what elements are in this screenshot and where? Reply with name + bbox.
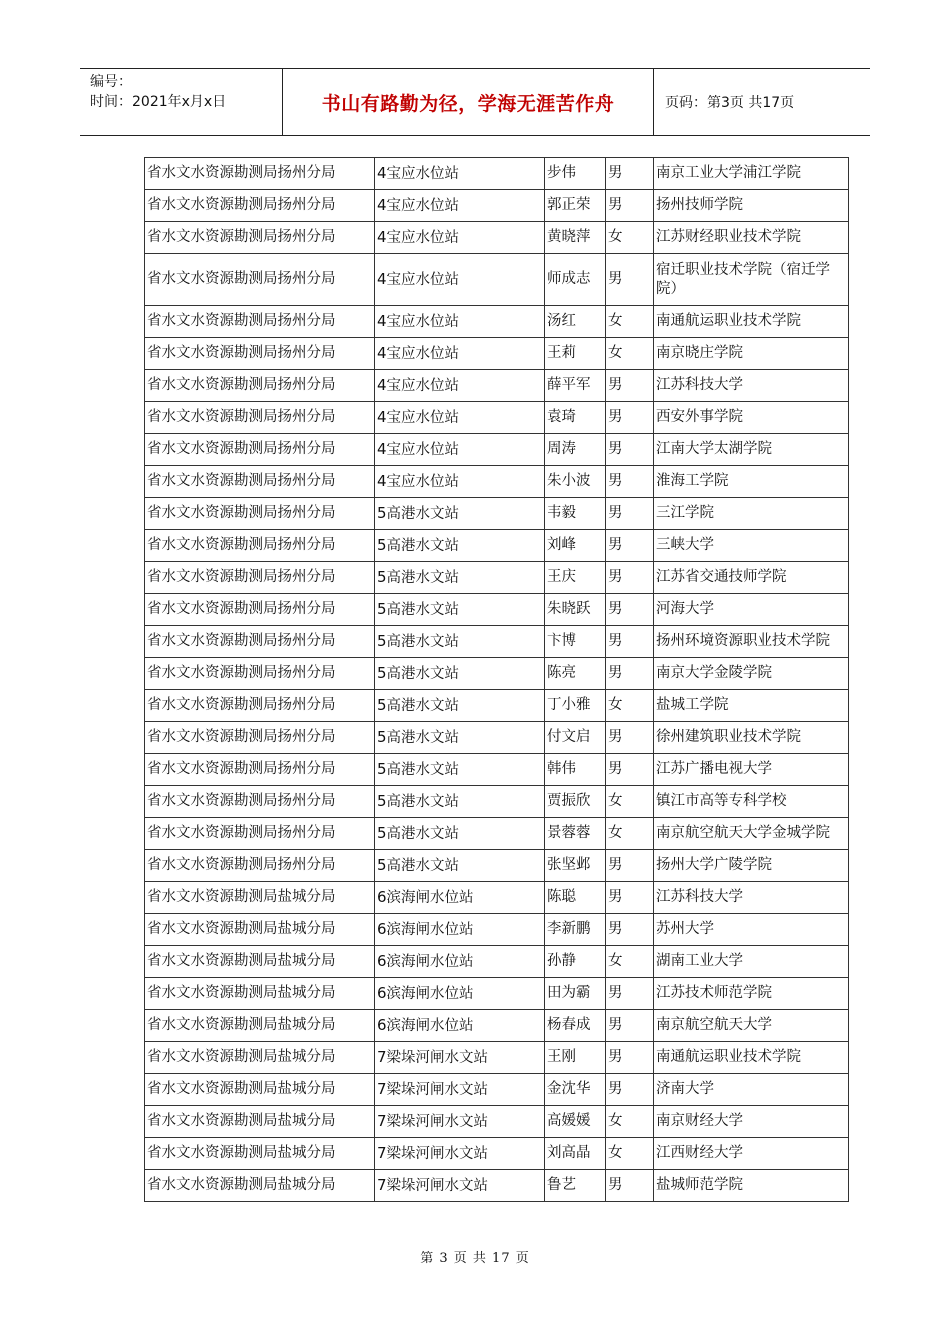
gender-cell: 男 [606,882,654,914]
station-name: 高港水文站 [386,569,460,586]
station-number: 4 [377,269,387,288]
org-cell: 省水文水资源勘测局盐城分局 [145,882,375,914]
station-cell [375,594,545,626]
name-cell: 景蓉蓉 [545,818,606,850]
name-cell: 丁小雅 [545,690,606,722]
org-cell: 省水文水资源勘测局扬州分局 [145,818,375,850]
station-cell [375,1042,545,1074]
station-name: 宝应水位站 [386,229,460,246]
gender-cell: 男 [606,1010,654,1042]
gender-cell: 男 [606,158,654,190]
station-cell [375,882,545,914]
name-cell: 郭正荣 [545,190,606,222]
station-cell [375,914,545,946]
station-cell [375,786,545,818]
table-row [145,914,849,946]
station-name: 梁垛河闸水文站 [386,1081,489,1098]
name-cell: 李新鹏 [545,914,606,946]
station-number: 5 [377,503,387,522]
station-number: 4 [377,195,387,214]
station-number: 6 [377,983,387,1002]
org-cell: 省水文水资源勘测局盐城分局 [145,1042,375,1074]
station-name: 高港水文站 [386,537,460,554]
school-cell: 江苏科技大学 [654,882,849,914]
station-name: 高港水文站 [386,505,460,522]
station-name: 滨海闸水位站 [386,889,474,906]
station-name: 高港水文站 [386,633,460,650]
name-cell: 陈聪 [545,882,606,914]
table-row [145,530,849,562]
station-number: 6 [377,1015,387,1034]
gender-cell: 男 [606,370,654,402]
gender-cell: 男 [606,1042,654,1074]
station-cell [375,1074,545,1106]
school-cell: 淮海工学院 [654,466,849,498]
roster-table-body [145,158,849,1202]
gender-cell: 女 [606,338,654,370]
gender-cell: 男 [606,190,654,222]
school-cell: 江西财经大学 [654,1138,849,1170]
station-name: 梁垛河闸水文站 [386,1145,489,1162]
station-name: 梁垛河闸水文站 [386,1177,489,1194]
school-cell: 盐城工学院 [654,690,849,722]
table-row [145,978,849,1010]
table-row [145,722,849,754]
name-cell: 刘峰 [545,530,606,562]
org-cell: 省水文水资源勘测局扬州分局 [145,690,375,722]
table-row [145,562,849,594]
school-cell: 南京晓庄学院 [654,338,849,370]
station-cell [375,254,545,306]
header-divider [653,69,654,135]
station-cell [375,722,545,754]
org-cell: 省水文水资源勘测局扬州分局 [145,786,375,818]
table-row [145,1138,849,1170]
table-row [145,1010,849,1042]
station-number: 4 [377,407,387,426]
table-row [145,786,849,818]
school-cell: 镇江市高等专科学校 [654,786,849,818]
school-cell: 三江学院 [654,498,849,530]
table-row [145,466,849,498]
org-cell: 省水文水资源勘测局盐城分局 [145,1010,375,1042]
school-cell: 江苏省交通技师学院 [654,562,849,594]
station-number: 4 [377,439,387,458]
name-cell: 王庆 [545,562,606,594]
station-number: 5 [377,535,387,554]
table-row [145,626,849,658]
name-cell: 汤红 [545,306,606,338]
org-cell: 省水文水资源勘测局扬州分局 [145,658,375,690]
gender-cell: 男 [606,754,654,786]
station-name: 滨海闸水位站 [386,953,474,970]
org-cell: 省水文水资源勘测局盐城分局 [145,1170,375,1202]
station-number: 5 [377,727,387,746]
station-cell [375,946,545,978]
school-cell: 江苏财经职业技术学院 [654,222,849,254]
station-number: 6 [377,919,387,938]
station-cell [375,338,545,370]
table-row [145,498,849,530]
table-row [145,254,849,306]
gender-cell: 男 [606,1074,654,1106]
station-number: 7 [377,1047,387,1066]
header-page-number: 页码：第3页 共17页 [665,95,795,111]
station-number: 4 [377,471,387,490]
name-cell: 王莉 [545,338,606,370]
name-cell: 韦毅 [545,498,606,530]
station-cell [375,562,545,594]
org-cell: 省水文水资源勘测局扬州分局 [145,306,375,338]
name-cell: 步伟 [545,158,606,190]
name-cell: 黄晓萍 [545,222,606,254]
station-cell [375,402,545,434]
station-cell [375,1010,545,1042]
gender-cell: 男 [606,594,654,626]
name-cell: 刘高晶 [545,1138,606,1170]
station-name: 滨海闸水位站 [386,985,474,1002]
org-cell: 省水文水资源勘测局盐城分局 [145,1074,375,1106]
org-cell: 省水文水资源勘测局扬州分局 [145,254,375,306]
gender-cell: 男 [606,978,654,1010]
gender-cell: 女 [606,690,654,722]
station-name: 高港水文站 [386,665,460,682]
org-cell: 省水文水资源勘测局扬州分局 [145,402,375,434]
school-cell: 湖南工业大学 [654,946,849,978]
page-header [80,68,870,136]
table-row [145,370,849,402]
station-name: 宝应水位站 [386,197,460,214]
org-cell: 省水文水资源勘测局盐城分局 [145,1106,375,1138]
school-cell: 南京大学金陵学院 [654,658,849,690]
station-number: 5 [377,599,387,618]
org-cell: 省水文水资源勘测局扬州分局 [145,466,375,498]
station-name: 宝应水位站 [386,345,460,362]
gender-cell: 女 [606,306,654,338]
school-cell: 盐城师范学院 [654,1170,849,1202]
school-cell: 江苏科技大学 [654,370,849,402]
station-name: 梁垛河闸水文站 [386,1113,489,1130]
station-cell [375,818,545,850]
station-cell [375,754,545,786]
station-cell [375,1138,545,1170]
name-cell: 袁琦 [545,402,606,434]
name-cell: 卞博 [545,626,606,658]
table-row [145,1170,849,1202]
station-number: 7 [377,1143,387,1162]
station-cell [375,434,545,466]
org-cell: 省水文水资源勘测局盐城分局 [145,946,375,978]
station-cell [375,466,545,498]
station-name: 滨海闸水位站 [386,1017,474,1034]
school-cell: 南通航运职业技术学院 [654,306,849,338]
org-cell: 省水文水资源勘测局盐城分局 [145,914,375,946]
school-cell: 江苏技术师范学院 [654,978,849,1010]
table-row [145,338,849,370]
station-number: 4 [377,163,387,182]
org-cell: 省水文水资源勘测局扬州分局 [145,158,375,190]
station-name: 滨海闸水位站 [386,921,474,938]
table-row [145,402,849,434]
name-cell: 薛平军 [545,370,606,402]
station-number: 6 [377,951,387,970]
station-cell [375,850,545,882]
table-row [145,594,849,626]
station-number: 5 [377,791,387,810]
school-cell: 西安外事学院 [654,402,849,434]
station-name: 高港水文站 [386,761,460,778]
name-cell: 金沈华 [545,1074,606,1106]
school-cell: 济南大学 [654,1074,849,1106]
station-cell [375,158,545,190]
school-cell: 南京工业大学浦江学院 [654,158,849,190]
gender-cell: 男 [606,402,654,434]
name-cell: 贾振欣 [545,786,606,818]
station-number: 5 [377,695,387,714]
station-number: 5 [377,567,387,586]
station-cell [375,222,545,254]
station-number: 5 [377,823,387,842]
station-name: 宝应水位站 [386,473,460,490]
gender-cell: 男 [606,850,654,882]
name-cell: 周涛 [545,434,606,466]
gender-cell: 男 [606,626,654,658]
org-cell: 省水文水资源勘测局盐城分局 [145,978,375,1010]
name-cell: 朱晓跃 [545,594,606,626]
org-cell: 省水文水资源勘测局扬州分局 [145,190,375,222]
name-cell: 韩伟 [545,754,606,786]
table-row [145,1074,849,1106]
station-cell [375,1170,545,1202]
station-number: 5 [377,631,387,650]
station-name: 高港水文站 [386,601,460,618]
table-row [145,158,849,190]
station-name: 高港水文站 [386,729,460,746]
gender-cell: 男 [606,254,654,306]
station-cell [375,1106,545,1138]
gender-cell: 男 [606,466,654,498]
station-number: 4 [377,343,387,362]
school-cell: 扬州大学广陵学院 [654,850,849,882]
org-cell: 省水文水资源勘测局扬州分局 [145,370,375,402]
name-cell: 王刚 [545,1042,606,1074]
page-footer: 第 3 页 共 17 页 [420,1251,530,1266]
table-row [145,306,849,338]
table-row [145,946,849,978]
org-cell: 省水文水资源勘测局扬州分局 [145,222,375,254]
gender-cell: 男 [606,498,654,530]
station-name: 宝应水位站 [386,271,460,288]
org-cell: 省水文水资源勘测局扬州分局 [145,850,375,882]
name-cell: 孙静 [545,946,606,978]
name-cell: 鲁艺 [545,1170,606,1202]
header-meta [90,72,286,112]
date-label: 时间：2021年x月x日 [90,94,227,110]
roster-table [144,157,849,1202]
station-name: 高港水文站 [386,825,460,842]
table-row [145,850,849,882]
station-name: 宝应水位站 [386,441,460,458]
station-name: 宝应水位站 [386,409,460,426]
gender-cell: 男 [606,562,654,594]
name-cell: 陈亮 [545,658,606,690]
org-cell: 省水文水资源勘测局扬州分局 [145,754,375,786]
name-cell: 师成志 [545,254,606,306]
gender-cell: 女 [606,222,654,254]
school-cell: 南京航空航天大学金城学院 [654,818,849,850]
station-cell [375,190,545,222]
school-cell: 南通航运职业技术学院 [654,1042,849,1074]
station-name: 宝应水位站 [386,313,460,330]
station-name: 高港水文站 [386,793,460,810]
table-row [145,190,849,222]
station-number: 5 [377,663,387,682]
station-number: 5 [377,855,387,874]
station-number: 5 [377,759,387,778]
school-cell: 河海大学 [654,594,849,626]
station-cell [375,978,545,1010]
gender-cell: 女 [606,1138,654,1170]
school-cell: 扬州环境资源职业技术学院 [654,626,849,658]
table-row [145,1106,849,1138]
org-cell: 省水文水资源勘测局扬州分局 [145,530,375,562]
station-number: 4 [377,227,387,246]
org-cell: 省水文水资源勘测局扬州分局 [145,594,375,626]
school-cell: 扬州技师学院 [654,190,849,222]
gender-cell: 男 [606,722,654,754]
gender-cell: 男 [606,434,654,466]
school-cell: 南京财经大学 [654,1106,849,1138]
station-number: 4 [377,311,387,330]
org-cell: 省水文水资源勘测局扬州分局 [145,562,375,594]
name-cell: 杨春成 [545,1010,606,1042]
station-cell [375,498,545,530]
station-cell [375,658,545,690]
station-name: 高港水文站 [386,697,460,714]
org-cell: 省水文水资源勘测局盐城分局 [145,1138,375,1170]
table-row [145,434,849,466]
name-cell: 付文启 [545,722,606,754]
org-cell: 省水文水资源勘测局扬州分局 [145,626,375,658]
school-cell: 徐州建筑职业技术学院 [654,722,849,754]
table-row [145,222,849,254]
table-row [145,882,849,914]
table-row [145,754,849,786]
name-cell: 高媛媛 [545,1106,606,1138]
org-cell: 省水文水资源勘测局扬州分局 [145,434,375,466]
station-number: 6 [377,887,387,906]
station-number: 4 [377,375,387,394]
name-cell: 朱小波 [545,466,606,498]
station-cell [375,306,545,338]
table-row [145,818,849,850]
station-number: 7 [377,1175,387,1194]
school-cell: 江苏广播电视大学 [654,754,849,786]
gender-cell: 女 [606,946,654,978]
table-row [145,658,849,690]
station-cell [375,370,545,402]
gender-cell: 女 [606,818,654,850]
name-cell: 田为霸 [545,978,606,1010]
gender-cell: 女 [606,1106,654,1138]
number-label: 编号： [90,74,132,90]
org-cell: 省水文水资源勘测局扬州分局 [145,498,375,530]
station-number: 7 [377,1111,387,1130]
table-row [145,1042,849,1074]
station-cell [375,626,545,658]
table-row [145,690,849,722]
station-name: 高港水文站 [386,857,460,874]
school-cell: 江南大学太湖学院 [654,434,849,466]
school-cell: 南京航空航天大学 [654,1010,849,1042]
gender-cell: 男 [606,1170,654,1202]
station-cell [375,690,545,722]
station-number: 7 [377,1079,387,1098]
school-cell: 三峡大学 [654,530,849,562]
station-cell [375,530,545,562]
org-cell: 省水文水资源勘测局扬州分局 [145,338,375,370]
org-cell: 省水文水资源勘测局扬州分局 [145,722,375,754]
school-cell: 苏州大学 [654,914,849,946]
station-name: 梁垛河闸水文站 [386,1049,489,1066]
gender-cell: 男 [606,530,654,562]
school-cell: 宿迁职业技术学院（宿迁学院） [654,254,849,306]
name-cell: 张坚邺 [545,850,606,882]
gender-cell: 男 [606,658,654,690]
gender-cell: 女 [606,786,654,818]
station-name: 宝应水位站 [386,165,460,182]
header-motto: 书山有路勤为径，学海无涯苦作舟 [321,92,615,115]
gender-cell: 男 [606,914,654,946]
station-name: 宝应水位站 [386,377,460,394]
